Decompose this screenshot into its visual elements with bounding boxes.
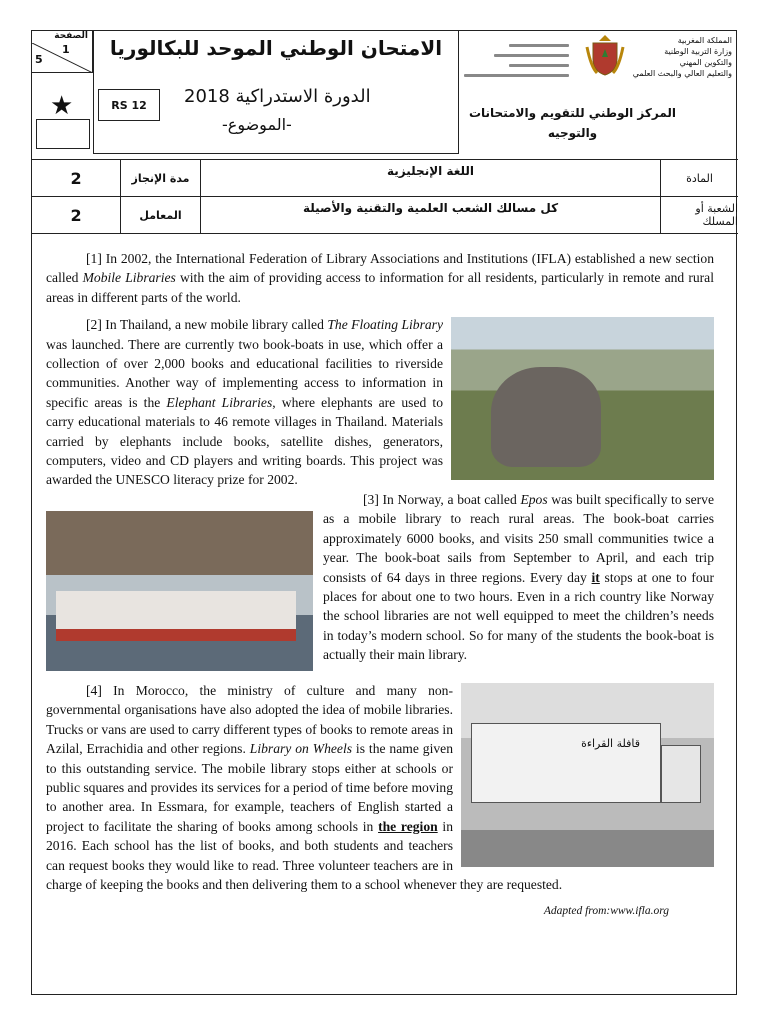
- text: [4] In Morocco, the ministry of culture and many non-governmental organisations have also adopted the idea of mobile libraries. Trucks or vans are used to carry different types of books to remote areas in Azilal, Errachidia and other regions.: [46, 682, 453, 757]
- page-number-box: [32, 31, 93, 73]
- paragraph-4: [46, 675, 714, 894]
- page-number: 1: [62, 43, 70, 56]
- ministry-name: [633, 35, 732, 79]
- text: is the name given to this outstanding service. The mobile library stops either at schools or public squares and provides its services for a period of time before moving to another area. In Essmara, for example, teachers of English started a project to facilitate the sharing of books among schools in: [46, 741, 453, 834]
- reading-text: [46, 249, 714, 922]
- ministry-line: المملكة المغربية: [677, 36, 732, 45]
- source-citation: Adapted from:www.ifla.org: [543, 905, 669, 918]
- paragraph-3: [46, 490, 714, 665]
- text: was launched. There are currently two book-boats in use, which offer a collection of over 2,000 books and educational facilities to riverside communities. Another way of implementing access to information in specific areas is the: [46, 336, 443, 410]
- exam-header: [32, 31, 738, 159]
- book-boat-photo: [46, 511, 313, 671]
- exam-title: الامتحان الوطني الموحد للبكالوريا: [109, 36, 443, 60]
- ministry-line: وزارة التربية الوطنية: [664, 47, 732, 56]
- text: was built specifically to serve as a mobile library to reach rural areas. The book-boat carries approximately 6000 books, and visits 250 small communities twice a year. The book-boat sails from September to April, and each trip consists of 64 days in three regions. Every day: [323, 491, 714, 585]
- page-total: 5: [35, 53, 43, 66]
- page-label: الصفحة: [54, 31, 88, 41]
- centre-name: [469, 103, 676, 143]
- subject-row: [32, 159, 738, 196]
- star-icon: ★: [50, 91, 74, 120]
- subject-value: اللغة الإنجليزية: [200, 160, 660, 196]
- tifinagh-text-logo: [459, 37, 569, 77]
- text: [3] In Norway, a boat called: [363, 491, 521, 507]
- empty-box: [36, 119, 90, 149]
- paragraph-1: [46, 249, 714, 307]
- text: [1] In 2002, the International Federation of Library Associations and Institutions (IFLA) established a new section called: [46, 251, 714, 286]
- text: Library on Wheels: [249, 741, 353, 757]
- text: Elephant Libraries: [166, 394, 273, 410]
- coefficient-label: المعامل: [120, 197, 200, 233]
- subject-label: المادة: [660, 160, 738, 196]
- coefficient-value: 2: [70, 205, 82, 225]
- library-truck-photo: [461, 683, 714, 867]
- exam-code: RS 12: [98, 89, 160, 121]
- text: in 2016. Each school has the list of books, and both students and teachers can request books they would like to read. Three volunteer teachers are in charge of keeping the books and then delivering them to a school whenever they are requested.: [46, 818, 563, 892]
- elephant-library-photo: [451, 317, 714, 480]
- stream-row: [32, 196, 738, 233]
- title-box: [93, 30, 459, 154]
- text: , where elephants are used to carry educational materials to 46 remote villages in Thailand. Materials carried by elephants include books, satellite dishes, generators, computers, video and CD players and writing boards. This project was awarded the UNESCO literacy prize for 2002.: [46, 394, 443, 488]
- ministry-line: والتعليم العالي والبحث العلمي: [632, 69, 732, 78]
- ministry-line: والتكوين المهني: [679, 58, 732, 67]
- text: it: [591, 569, 600, 585]
- text: with the aim of providing access to information for all residents, particularly in remote and rural areas in different parts of the world.: [46, 270, 714, 305]
- text: [2] In Thailand, a new mobile library called: [86, 317, 328, 333]
- exam-session: الدورة الاستدراكية 2018: [184, 86, 371, 107]
- stream-label: الشعبة أو المسلك: [660, 197, 738, 233]
- royal-emblem-icon: [585, 33, 625, 79]
- text: The Floating Library: [327, 317, 443, 333]
- text: the region: [378, 818, 438, 834]
- stream-value: كل مسالك الشعب العلمية والتقنية والأصيلة: [200, 197, 660, 233]
- subject-label: -الموضوع-: [222, 115, 292, 134]
- centre-line: المركز الوطني للتقويم والامتحانات: [468, 106, 676, 120]
- truck-sign: قافلة القراءة: [581, 736, 640, 750]
- divider: [32, 233, 738, 234]
- text: Mobile Libraries: [82, 270, 176, 286]
- duration-value: 2: [70, 168, 82, 188]
- text: stops at one to four places for about one to two hours. Even in a rich country like Norway the school libraries are not well equipped to meet the children’s needs in today’s modern school. So for many of the students the book-boat is actually their main library.: [323, 569, 715, 663]
- duration-label: مدة الإنجاز: [120, 160, 200, 196]
- text: Epos: [520, 491, 548, 507]
- exam-page: [31, 30, 737, 995]
- centre-line: والتوجيه: [547, 126, 598, 140]
- paragraph-2: [46, 315, 714, 490]
